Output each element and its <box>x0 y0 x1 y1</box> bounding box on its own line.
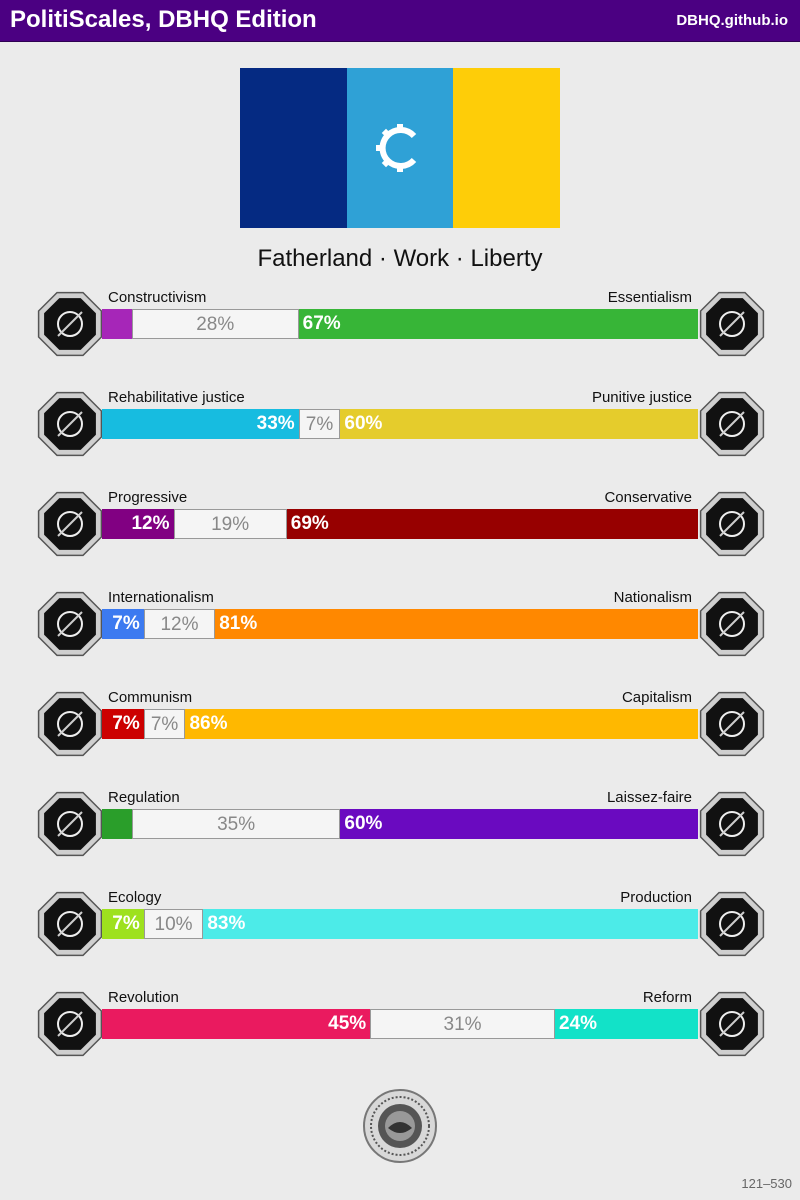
axis-left-segment: 33% <box>102 409 299 439</box>
axis-bar <box>102 309 698 339</box>
axis-right-label: Capitalism <box>621 689 692 706</box>
axis-right-label: Punitive justice <box>591 389 692 406</box>
axis-right-label: Essentialism <box>607 289 692 306</box>
axis-left-label: Progressive <box>108 489 188 506</box>
axis-right-label: Laissez-faire <box>606 789 692 806</box>
axis-left-label: Ecology <box>108 889 162 906</box>
axis-row <box>0 888 800 988</box>
flag-stripe-center <box>347 68 454 228</box>
axis-right-segment: 60% <box>340 809 698 839</box>
axis-right-segment: 83% <box>203 909 698 939</box>
globe-icon <box>34 588 106 660</box>
axis-neutral-segment: 7% <box>144 709 186 739</box>
axis-bar <box>102 909 698 939</box>
comet-icon <box>34 488 106 560</box>
axis-left-label: Internationalism <box>108 589 214 606</box>
axis-left-label: Communism <box>108 689 193 706</box>
axis-right-segment: 67% <box>299 309 698 339</box>
landscape-icon <box>696 988 768 1060</box>
axis-right-segment: 81% <box>215 609 698 639</box>
axis-bar <box>102 709 698 739</box>
axis-right-segment: 60% <box>340 409 698 439</box>
axis-row <box>0 388 800 488</box>
axis-left-segment: 7% <box>102 709 144 739</box>
axis-left-label: Revolution <box>108 989 179 1006</box>
gear-icon <box>370 118 430 178</box>
axis-right-label: Nationalism <box>613 589 692 606</box>
axis-row <box>0 988 800 1088</box>
axis-bar <box>102 409 698 439</box>
footer-code: 121–530 <box>741 1176 792 1191</box>
axis-row <box>0 288 800 388</box>
app-title: PolitiScales, DBHQ Edition <box>10 6 317 33</box>
axis-right-segment: 86% <box>185 709 698 739</box>
flag <box>240 68 560 228</box>
axis-bar <box>102 1009 698 1039</box>
axis-left-label: Rehabilitative justice <box>108 389 245 406</box>
ruler-icon <box>34 788 106 860</box>
axis-right-label: Reform <box>642 989 692 1006</box>
site-link[interactable]: DBHQ.github.io <box>676 12 788 29</box>
axis-left-segment <box>102 309 132 339</box>
flower-icon <box>696 288 768 360</box>
axis-right-label: Production <box>620 889 692 906</box>
cog-icon <box>696 888 768 960</box>
axis-neutral-segment: 28% <box>132 309 299 339</box>
money-bag-icon <box>696 688 768 760</box>
flag-icon <box>696 588 768 660</box>
seal-icon <box>362 1088 438 1164</box>
axis-row <box>0 688 800 788</box>
sprout-icon <box>34 888 106 960</box>
axis-row <box>0 588 800 688</box>
eye-grid-icon <box>34 288 106 360</box>
hammer-sickle-icon <box>34 688 106 760</box>
flag-stripe-left <box>240 68 347 228</box>
axis-left-label: Regulation <box>108 789 180 806</box>
axis-row <box>0 788 800 888</box>
axis-neutral-segment: 12% <box>144 609 216 639</box>
handshake-icon <box>34 388 106 460</box>
axis-right-segment: 69% <box>287 509 698 539</box>
axis-left-segment: 12% <box>102 509 174 539</box>
axis-left-segment <box>102 809 132 839</box>
axis-left-segment: 7% <box>102 909 144 939</box>
butterfly-icon <box>696 788 768 860</box>
axis-right-segment: 24% <box>555 1009 698 1039</box>
axis-neutral-segment: 7% <box>299 409 341 439</box>
axis-bar <box>102 609 698 639</box>
axis-bar <box>102 809 698 839</box>
motto: Fatherland · Work · Liberty <box>257 245 543 272</box>
axis-neutral-segment: 10% <box>144 909 204 939</box>
app-header <box>0 0 800 42</box>
flame-icon <box>34 988 106 1060</box>
axis-neutral-segment: 19% <box>174 509 287 539</box>
axis-neutral-segment: 35% <box>132 809 341 839</box>
prison-bars-icon <box>696 388 768 460</box>
axis-right-label: Conservative <box>604 489 692 506</box>
axis-left-label: Constructivism <box>108 289 207 306</box>
flag-stripe-right <box>453 68 560 228</box>
axis-left-segment: 7% <box>102 609 144 639</box>
axis-bar <box>102 509 698 539</box>
axis-neutral-segment: 31% <box>370 1009 555 1039</box>
axis-row <box>0 488 800 588</box>
quill-icon <box>696 488 768 560</box>
axis-left-segment: 45% <box>102 1009 370 1039</box>
